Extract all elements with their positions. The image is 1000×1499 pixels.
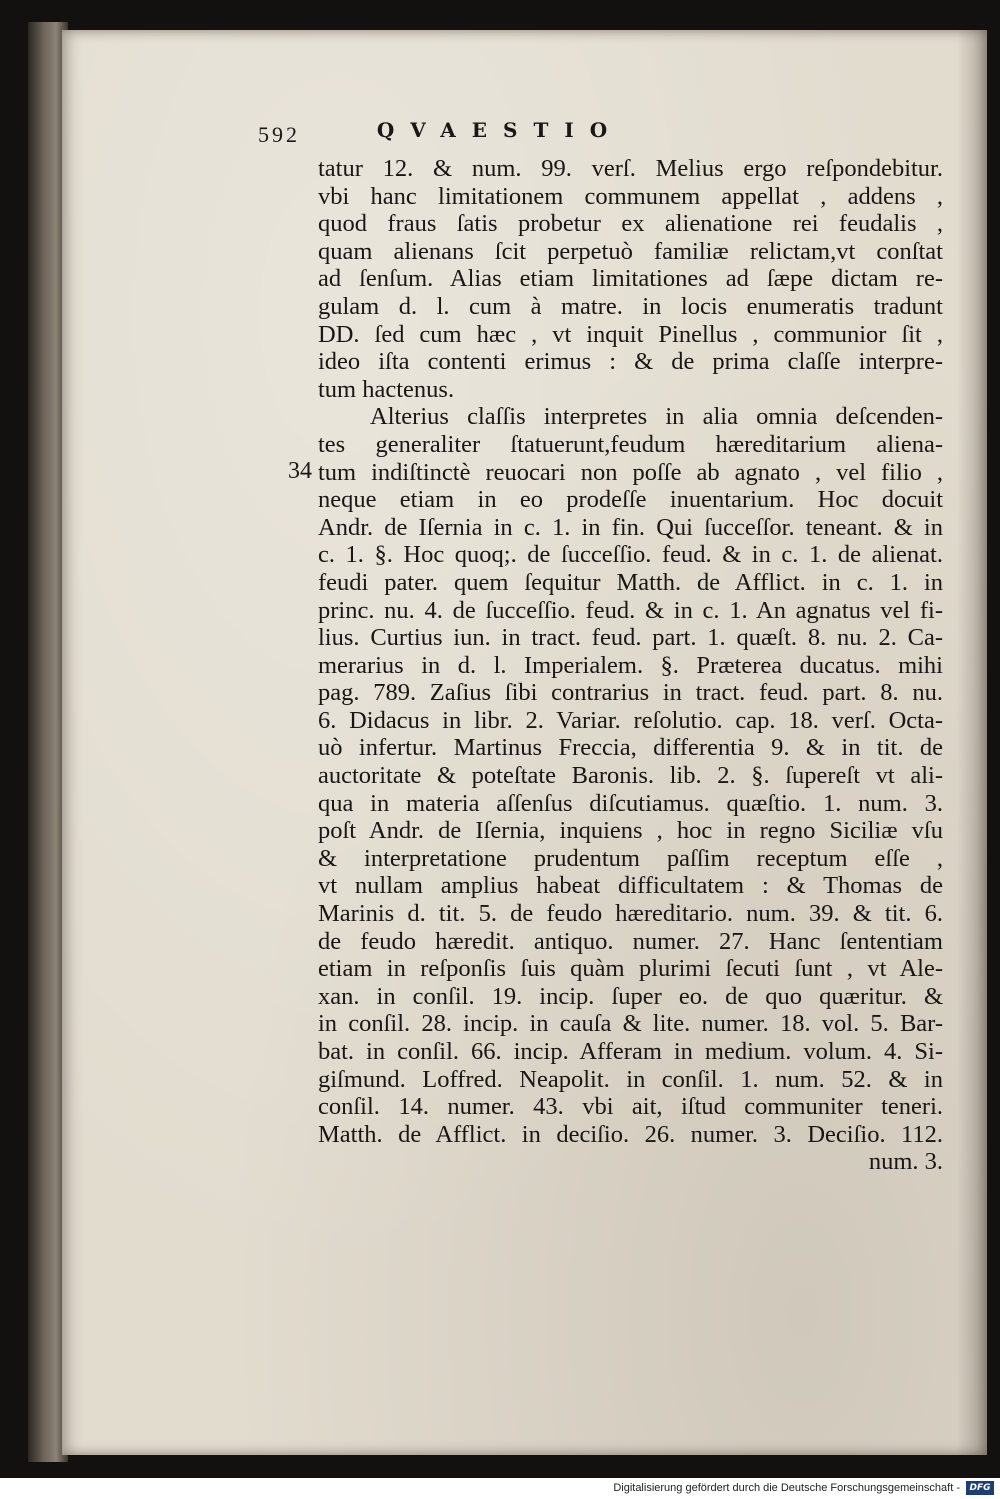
text-line: pag. 789. Zaſius ſibi contrarius in tract. feud. part. 8. nu. bbox=[318, 679, 943, 707]
text-line: de feudo hæredit. antiquo. numer. 27. Hanc ſententiam bbox=[318, 927, 943, 955]
text-line: merarius in d. l. Imperialem. §. Præterea ducatus. mihi bbox=[318, 651, 943, 679]
dfg-logo: DFG bbox=[966, 1481, 994, 1495]
text-line: auctoritate & poteſtate Baronis. lib. 2. §. ſupereſt vt ali- bbox=[318, 762, 943, 790]
text-line: ideo iſta contenti erimus : & de prima claſſe interpre- bbox=[318, 348, 943, 376]
catchword: num. 3. bbox=[868, 1148, 943, 1176]
text-line: 6. Didacus in libr. 2. Variar. reſolutio. cap. 18. verſ. Octa- bbox=[318, 706, 943, 734]
page-number: 592 bbox=[258, 122, 300, 147]
funding-notice: Digitalisierung gefördert durch die Deutsche Forschungsgemeinschaft - bbox=[613, 1482, 960, 1494]
text-line: in conſil. 28. incip. in cauſa & lite. numer. 18. vol. 5. Bar- bbox=[318, 1010, 943, 1038]
text-line: quod fraus ſatis probetur ex alienatione rei feudalis , bbox=[318, 210, 943, 238]
text-line: tum indiſtinctè reuocari non poſſe ab agnato , vel filio , bbox=[318, 458, 943, 486]
text-line: DD. ſed cum hæc , vt inquit Pinellus , communior ſit , bbox=[318, 320, 943, 348]
text-line: bat. in conſil. 66. incip. Afferam in medium. volum. 4. Si- bbox=[318, 1038, 943, 1065]
text-line: vbi hanc limitationem communem appellat , addens , bbox=[318, 182, 943, 210]
text-line: poſt Andr. de Iſernia, inquiens , hoc in regno Siciliæ vſu bbox=[318, 817, 943, 845]
text-line: Andr. de Iſernia in c. 1. in fin. Qui ſucceſſor. teneant. & in bbox=[318, 513, 943, 541]
text-line: quam alienans ſcit perpetuò familiæ relictam,vt conſtat bbox=[318, 237, 943, 265]
text-line: qua in materia aſſenſus diſcutiamus. quæſtio. 1. num. 3. bbox=[318, 789, 943, 817]
text-line: etiam in reſponſis ſuis quàm plurimi ſecuti ſunt , vt Ale- bbox=[318, 955, 943, 983]
text-line: tatur 12. & num. 99. verſ. Melius ergo reſpondebitur. bbox=[318, 155, 943, 182]
text-line: Marinis d. tit. 5. de feudo hæreditario. num. 39. & tit. 6. bbox=[318, 900, 943, 928]
text-line: giſmund. Loffred. Neapolit. in conſil. 1. num. 52. & in bbox=[318, 1065, 943, 1093]
text-line: vt nullam amplius habeat difficultatem : & Thomas de bbox=[318, 872, 943, 900]
body-text bbox=[318, 155, 943, 1176]
text-line: lius. Curtius iun. in tract. feud. part. 1. quæſt. 8. nu. 2. Ca- bbox=[318, 624, 943, 652]
text-line: ad ſenſum. Alias etiam limitationes ad ſæpe dictam re- bbox=[318, 265, 943, 293]
running-head: QVAESTIO bbox=[376, 118, 624, 142]
text-line: princ. nu. 4. de ſucceſſio. feud. & in c. 1. An agnatus vel fi- bbox=[318, 596, 943, 624]
text-line: neque etiam in eo prodeſſe inuentarium. Hoc docuit bbox=[318, 486, 943, 514]
text-line: c. 1. §. Hoc quoq;. de ſucceſſio. feud. & in c. 1. de alienat. bbox=[318, 541, 943, 569]
footer bbox=[0, 1478, 1000, 1499]
text-line: uò infertur. Martinus Freccia, differentia 9. & in tit. de bbox=[318, 734, 943, 762]
text-line: Alterius claſſis interpretes in alia omnia deſcenden- bbox=[370, 403, 943, 431]
text-line: tes generaliter ſtatuerunt,feudum hæreditarium aliena- bbox=[318, 430, 943, 458]
text-line: tum hactenus. bbox=[318, 375, 455, 403]
text-line: xan. in conſil. 19. incip. ſuper eo. de quo quæritur. & bbox=[318, 982, 943, 1010]
text-line: feudi pater. quem ſequitur Matth. de Afflict. in c. 1. in bbox=[318, 568, 943, 596]
margin-number: 34 bbox=[288, 458, 312, 484]
text-line: conſil. 14. numer. 43. vbi ait, iſtud communiter teneri. bbox=[318, 1093, 943, 1121]
text-line: & interpretatione prudentum paſſim receptum eſſe , bbox=[318, 844, 943, 872]
spine-shadow bbox=[957, 30, 987, 1455]
text-line: gulam d. l. cum à matre. in locis enumeratis tradunt bbox=[318, 292, 943, 320]
text-line: Matth. de Afflict. in deciſio. 26. numer. 3. Deciſio. 112. bbox=[318, 1120, 943, 1148]
